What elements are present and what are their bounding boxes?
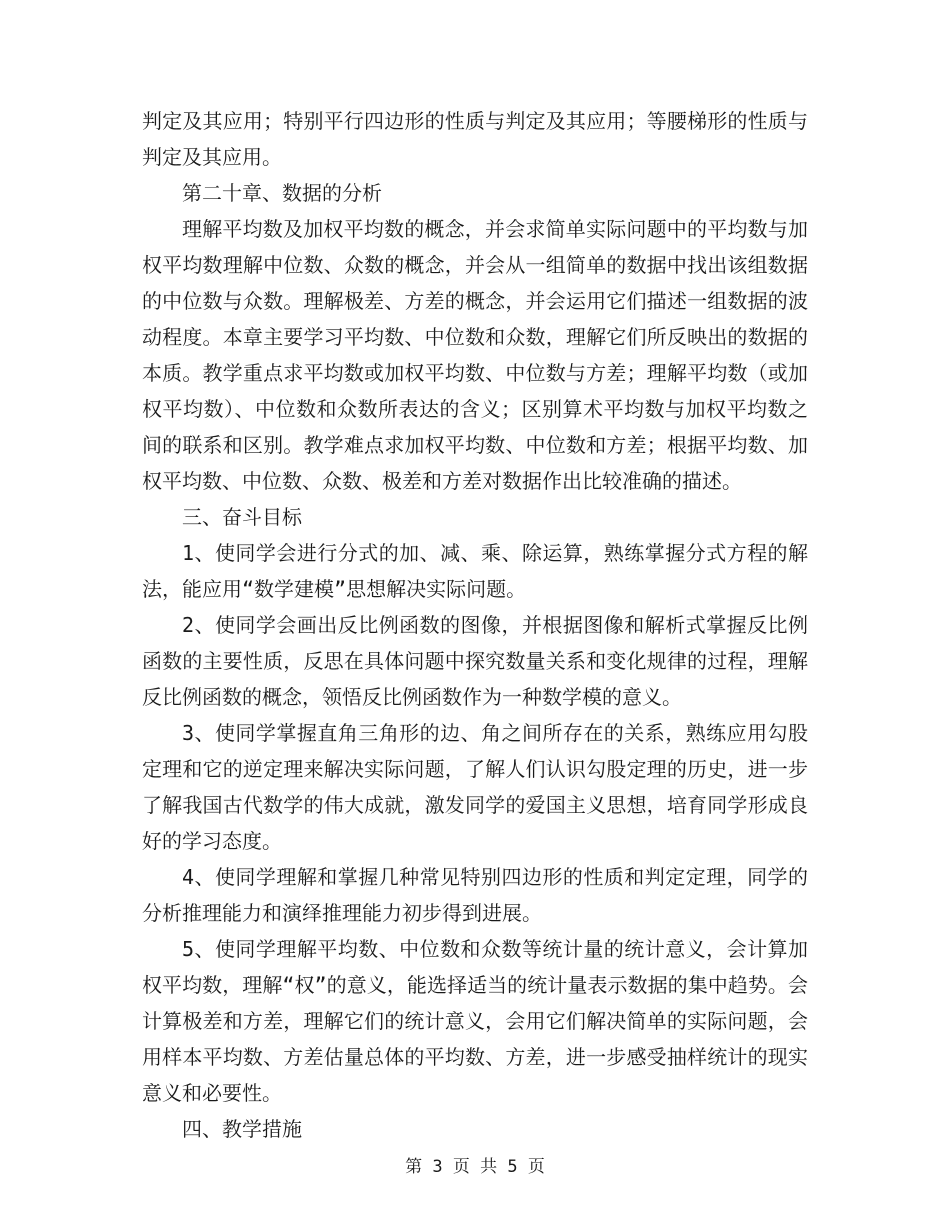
page-number-footer: 第 3 页 共 5 页 bbox=[405, 1157, 545, 1177]
document-body bbox=[142, 103, 808, 1147]
paragraph-chapter-20-content: 理解平均数及加权平均数的概念，并会求简单实际问题中的平均数与加权平均数理解中位数、众数的概念，并会从一组简单的数据中找出该组数据的中位数与众数。理解极差、方差的概念，并会运用它们描述一组数据的波动程度。本章主要学习平均数、中位数和众数，理解它们所反映出的数据的本质。教学重点求平均数或加权平均数、中位数与方差；理解平均数（或加权平均数）、中位数和众数所表达的含义；区别算术平均数与加权平均数之间的联系和区别。教学难点求加权平均数、中位数和方差；根据平均数、加权平均数、中位数、众数、极差和方差对数据作出比较准确的描述。 bbox=[142, 217, 808, 493]
section-heading-goals: 三、奋斗目标 bbox=[182, 505, 302, 529]
section-heading-teaching-measures: 四、教学措施 bbox=[182, 1117, 302, 1141]
goal-item-3: 3、使同学掌握直角三角形的边、角之间所存在的关系，熟练应用勾股定理和它的逆定理来解决实际问题，了解人们认识勾股定理的历史，进一步了解我国古代数学的伟大成就，激发同学的爱国主义思想，培育同学形成良好的学习态度。 bbox=[142, 721, 808, 853]
goal-item-4: 4、使同学理解和掌握几种常见特别四边形的性质和判定定理，同学的分析推理能力和演绎推理能力初步得到进展。 bbox=[142, 865, 808, 925]
goal-item-1: 1、使同学会进行分式的加、减、乘、除运算，熟练掌握分式方程的解法，能应用“数学建模”思想解决实际问题。 bbox=[142, 541, 808, 601]
goal-item-5: 5、使同学理解平均数、中位数和众数等统计量的统计意义，会计算加权平均数，理解“权”的意义，能选择适当的统计量表示数据的集中趋势。会计算极差和方差，理解它们的统计意义，会用它们解决简单的实际问题，会用样本平均数、方差估量总体的平均数、方差，进一步感受抽样统计的现实意义和必要性。 bbox=[142, 937, 808, 1105]
paragraph-continuation: 判定及其应用；特别平行四边形的性质与判定及其应用；等腰梯形的性质与判定及其应用。 bbox=[142, 109, 808, 169]
goal-item-2: 2、使同学会画出反比例函数的图像，并根据图像和解析式掌握反比例函数的主要性质，反思在具体问题中探究数量关系和变化规律的过程，理解反比例函数的概念，领悟反比例函数作为一种数学模的意义。 bbox=[142, 613, 808, 709]
section-heading-chapter-20: 第二十章、数据的分析 bbox=[182, 181, 382, 205]
